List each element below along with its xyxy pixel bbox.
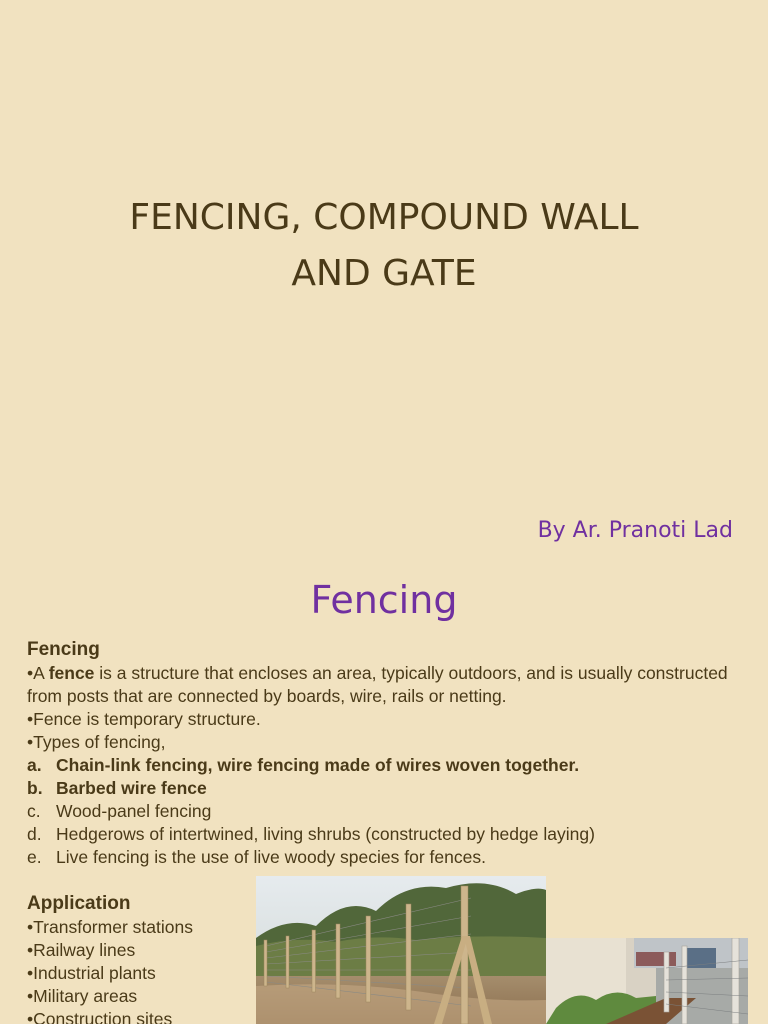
definition-keyword: fence: [48, 663, 95, 683]
list-item-text: Barbed wire fence: [56, 778, 207, 798]
list-item: •Railway lines: [27, 940, 136, 960]
list-marker: e.: [27, 847, 42, 867]
list-item: [27, 823, 747, 846]
types-intro: •Types of fencing,: [27, 732, 166, 752]
fence-definition: [27, 662, 747, 708]
list-item: •Transformer stations: [27, 917, 193, 937]
list-marker: c.: [27, 801, 41, 821]
list-item: [27, 777, 747, 800]
definition-text: is a structure that encloses an area, typically outdoors, and is usually constructed from posts that are connected by boards, wire, rails or netting.: [27, 663, 728, 706]
list-item-text: Live fencing is the use of live woody species for fences.: [56, 847, 486, 867]
list-item: •Military areas: [27, 986, 138, 1006]
list-item-text: Wood-panel fencing: [56, 801, 212, 821]
list-item: [27, 800, 747, 823]
list-item-text: Hedgerows of intertwined, living shrubs (constructed by hedge laying): [56, 824, 595, 844]
application-heading: Application: [27, 893, 131, 914]
list-marker: d.: [27, 824, 42, 844]
list-marker: a.: [27, 755, 42, 775]
title-line-1: FENCING, COMPOUND WALL: [129, 197, 639, 238]
list-marker: b.: [27, 778, 43, 798]
fencing-slide: [0, 574, 768, 1024]
presentation-title: [0, 190, 768, 302]
list-item-text: Chain-link fencing, wire fencing made of wires woven together.: [56, 755, 580, 775]
garden-fence-photo: [546, 938, 748, 1024]
slide-content: [27, 638, 747, 869]
list-item: [27, 846, 747, 869]
temporary-note: •Fence is temporary structure.: [27, 709, 261, 729]
fence-photo: [256, 876, 546, 1024]
fencing-types-list: [27, 754, 747, 869]
slide-title: Fencing: [310, 578, 458, 622]
title-line-2: AND GATE: [291, 253, 477, 294]
author-name: By Ar. Pranoti Lad: [537, 518, 733, 543]
section-heading: Fencing: [27, 639, 100, 660]
list-item: •Construction sites: [27, 1009, 173, 1024]
definition-prefix: •A: [27, 663, 49, 683]
list-item: •Industrial plants: [27, 963, 156, 983]
application-section: [27, 892, 252, 1024]
list-item: [27, 754, 747, 777]
